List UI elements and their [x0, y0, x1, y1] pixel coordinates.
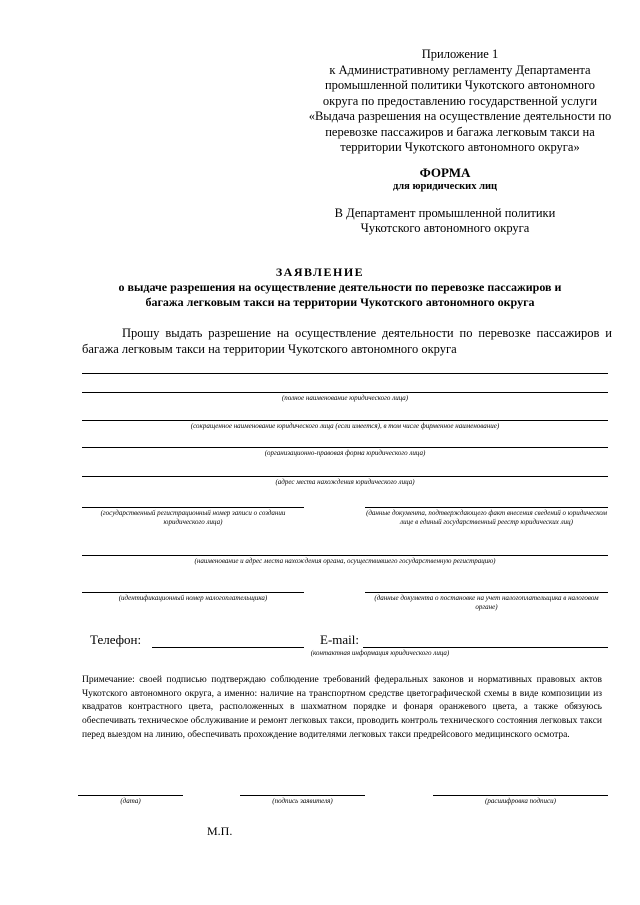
tax-id-line[interactable]	[82, 592, 304, 593]
short-name-caption: (сокращенное наименование юридического лица (если имеется), в том числе фирменное наименование)	[190, 422, 500, 430]
phone-field[interactable]	[152, 647, 304, 648]
full-name-line-2[interactable]	[82, 392, 608, 393]
appendix-line: промышленной политики Чукотского автономного	[324, 78, 596, 92]
signature-decode-caption: (расшифровка подписи)	[485, 797, 556, 805]
tax-document-line[interactable]	[365, 592, 608, 593]
phone-label: Телефон:	[90, 632, 142, 647]
appendix-line: перевозке пассажиров и багажа легковым такси на	[325, 124, 595, 139]
reg-authority-line[interactable]	[82, 555, 608, 556]
email-label: E-mail:	[320, 632, 359, 647]
legal-form-line[interactable]	[82, 447, 608, 448]
address-line[interactable]	[82, 476, 608, 477]
reg-document-line[interactable]	[365, 507, 608, 508]
legal-form-caption: (организационно-правовая форма юридического лица)	[264, 449, 426, 457]
appendix-header	[255, 47, 640, 156]
tax-id-caption: (идентификационный номер налогоплательщика)	[118, 594, 268, 602]
appendix-line: территории Чукотского автономного округа»	[340, 140, 580, 154]
note-paragraph: Примечание: своей подписью подтверждаю соблюдение требований федеральных законов и нормативных правовых актов Чукотского автономного округа, а именно: наличие на транспортном средстве цветографической схемы в виде композиции из квадратов контрастного цвета, расположенных в шахматном порядке и фонаря оранжевого цвета, а также обязуюсь обеспечивать техническое обслуживание и ремонт легковых такси, проводить контроль технического состояния легковых такси перед выездом на линию, обеспечивать прохождение водителями легковых такси предрейсового медицинского осмотра.	[82, 675, 602, 740]
contact-caption: (контактная информация юридического лица)	[310, 649, 450, 657]
statement-subtitle-line-2: багажа легковым такси на территории Чукотского автономного округа	[145, 295, 535, 309]
full-name-caption: (полное наименование юридического лица)	[281, 394, 409, 402]
stamp-place: М.П.	[207, 824, 233, 838]
address-caption: (адрес места нахождения юридического лица)	[275, 478, 415, 486]
date-caption: (дата)	[120, 797, 141, 805]
reg-authority-caption: (наименование и адрес места нахождения органа, осуществившего государственную регистрацию)	[194, 557, 496, 565]
appendix-line: к Административному регламенту Департамента	[329, 62, 591, 77]
addressee-line-1: В Департамент промышленной политики	[334, 206, 556, 220]
short-name-line[interactable]	[82, 420, 608, 421]
reg-number-line[interactable]	[82, 507, 304, 508]
signature-field[interactable]	[240, 795, 365, 796]
appendix-line: округа по предоставлению государственной услуги	[322, 93, 598, 108]
full-name-line-1[interactable]	[82, 373, 608, 374]
appendix-line: «Выдача разрешения на осуществление деятельности по	[308, 109, 612, 123]
appendix-line: Приложение 1	[421, 47, 499, 61]
statement-subtitle	[70, 280, 610, 310]
request-paragraph: Прошу выдать разрешение на осуществление деятельности по перевозке пассажиров и багажа легковым такси на территории Чукотского автономного округа	[82, 326, 612, 356]
form-title: ФОРМА	[419, 165, 471, 180]
email-field[interactable]	[363, 647, 608, 648]
reg-number-caption: (государственный регистрационный номер записи о создании юридического лица)	[100, 509, 286, 526]
reg-document-caption: (данные документа, подтверждающего факт внесения сведений о юридическом лице в единый государственный реестр юридических лиц)	[366, 509, 607, 526]
date-field[interactable]	[78, 795, 183, 796]
signature-caption: (подпись заявителя)	[272, 797, 333, 805]
tax-document-caption: (данные документа о постановке на учет налогоплательщика в налоговом органе)	[374, 594, 599, 611]
addressee	[295, 206, 595, 236]
statement-title: ЗАЯВЛЕНИЕ	[275, 265, 365, 279]
statement-subtitle-line-1: о выдаче разрешения на осуществление деятельности по перевозке пассажиров и	[118, 280, 562, 294]
addressee-line-2: Чукотского автономного округа	[360, 221, 530, 235]
form-subtitle: для юридических лиц	[392, 181, 498, 192]
signature-decode-field[interactable]	[433, 795, 608, 796]
